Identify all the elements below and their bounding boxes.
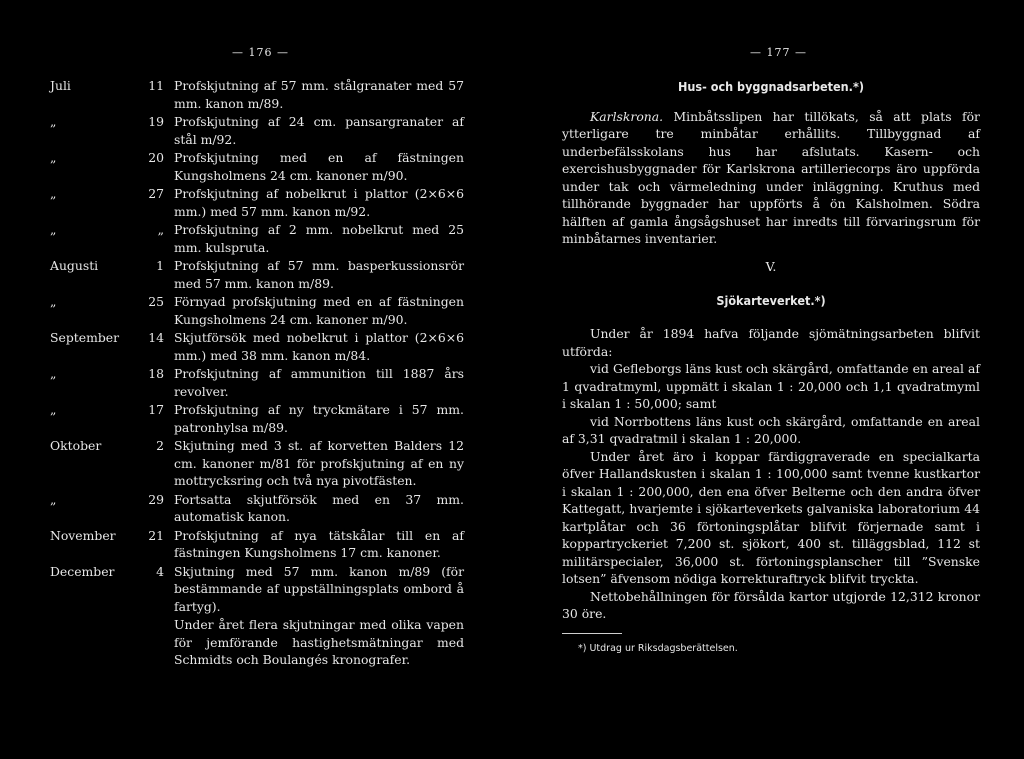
footnote-divider (562, 633, 622, 634)
entry-text: Profskjutning med en af fästningen Kungsholmens 24 cm. kanoner m/90. (174, 150, 464, 183)
entry-day: 14 (148, 330, 164, 345)
entry-month: November (50, 527, 116, 543)
entry-text: Profskjutning af 24 cm. pansargranater af stål m/92. (174, 114, 464, 147)
log-entry (0, 437, 512, 490)
entry-month: Oktober (50, 438, 102, 453)
log-entry (0, 149, 512, 184)
section-buildings (562, 78, 980, 248)
footnote: *) Utdrag ur Riksdagsberättelsen. (578, 642, 738, 654)
page-number-left: — 176 — (232, 46, 289, 59)
entry-day: 29 (148, 491, 164, 507)
entry-text: Skjutning med 3 st. af korvetten Balders 12 cm. kanoner m/81 för profskjutning af en ny mottrycksring och två nya pivotfästen. (174, 438, 464, 488)
entry-month: „ (50, 150, 57, 165)
entry-day: 4 (156, 563, 164, 579)
entry-text: Profskjutning af ammunition till 1887 års revolver. (174, 366, 464, 399)
entry-month: September (50, 330, 120, 345)
log-entry (0, 527, 512, 562)
entry-day: 25 (148, 294, 164, 309)
section-roman-numeral: V. (765, 259, 777, 274)
entry-month: December (50, 563, 115, 579)
section-heading-buildings: Hus- och byggnadsarbeten.*) (678, 79, 864, 94)
entry-text: Profskjutning af 2 mm. nobelkrut med 25 mm. kulspruta. (174, 222, 464, 255)
entry-month: „ (50, 114, 57, 129)
entry-text: Profskjutning af nobelkrut i plattor (2×6×6 mm.) med 57 mm. kanon m/92. (174, 186, 464, 219)
log-entry (0, 491, 512, 526)
entry-month: Augusti (50, 258, 99, 273)
log-entry (0, 401, 512, 436)
net-income-paragraph: Nettobehållningen för försålda kartor utgjorde 12,312 kronor 30 öre. (562, 588, 980, 621)
entry-month: „ (50, 491, 57, 507)
log-entry (0, 221, 512, 256)
entry-text: Profskjutning af ny tryckmätare i 57 mm. patronhylsa m/89. (174, 402, 464, 435)
log-entry (0, 185, 512, 220)
log-entry (0, 329, 512, 364)
survey-intro: Under år 1894 hafva följande sjömätningsarbeten blifvit utförda: (562, 326, 980, 359)
section-heading-chart-office: Sjökarteverket.*) (716, 292, 826, 308)
buildings-paragraph (562, 108, 980, 248)
entry-day: 20 (148, 150, 164, 165)
engraving-paragraph: Under året äro i koppar färdiggraverade en specialkarta öfver Hallandskusten i skalan 1 : 100,000 samt tvenne kustkartor i skalan 1 : 200,000, den ena öfver Belterne och den andra öfver Kattegatt, hvarjemte i sjökarteverkets galvaniska laboratorium 44 kartplåtar och 36 förtoningsplåtar blifvit förjernade samt i koppartryckeriet 7,200 st. sjökort, 400 st. tilläggsblad, 112 st militärspecialer, 36,000 st. förtoningsplanscher till ”Svenske lotsen” äfvensom nödiga korrekturaftryck blifvit tryckta. (562, 448, 980, 586)
entry-day: 17 (148, 402, 164, 417)
entry-day: „ (157, 222, 164, 237)
right-page (512, 0, 1024, 759)
entry-month: „ (50, 294, 57, 309)
entry-month: „ (50, 222, 57, 237)
entry-text: Förnyad profskjutning med en af fästningen Kungsholmens 24 cm. kanoner m/90. (174, 294, 464, 327)
log-entry (0, 365, 512, 400)
log-entry (0, 563, 512, 616)
entry-month: „ (50, 186, 57, 201)
place-name: Karlskrona. (590, 108, 664, 124)
log-entry (0, 293, 512, 328)
entry-month: „ (50, 366, 57, 381)
entry-day: 27 (148, 186, 164, 201)
log-entry (0, 257, 512, 292)
entry-text: Profskjutning af 57 mm. stålgranater med 57 mm. kanon m/89. (174, 78, 464, 111)
entry-text: Profskjutning af nya tätskålar till en af fästningen Kungsholmens 17 cm. kanoner. (174, 527, 464, 560)
survey-norrbotten: vid Norrbottens läns kust och skärgård, omfattande en areal af 3,31 qvadratmil i skalan 1 : 20,000. (562, 413, 980, 446)
test-firing-log (0, 77, 512, 669)
entry-day: 19 (148, 114, 164, 129)
entry-text: Fortsatta skjutförsök med en 37 mm. automatisk kanon. (174, 491, 464, 524)
page-number-right: — 177 — (750, 46, 807, 59)
section-chart-office (562, 258, 980, 657)
entry-day: 11 (148, 78, 164, 93)
log-entry (0, 113, 512, 148)
entry-month: „ (50, 402, 57, 417)
survey-gefleborg: vid Gefleborgs läns kust och skärgård, omfattande en areal af 1 qvadratmyml, uppmätt i skalan 1 : 20,000 och 1,1 qvadratmyml i skalan 1 : 50,000; samt (562, 361, 980, 411)
entry-day: 2 (156, 438, 164, 453)
log-entry (0, 77, 512, 112)
entry-day: 1 (156, 258, 164, 273)
entry-day: 18 (148, 366, 164, 381)
closing-paragraph: Under året flera skjutningar med olika vapen för jemförande hastighetsmätningar med Schmidts och Boulangés kronografer. (174, 617, 464, 667)
entry-month: Juli (50, 78, 71, 93)
entry-text: Profskjutning af 57 mm. basperkussionsrör med 57 mm. kanon m/89. (174, 258, 464, 291)
buildings-text: Minbåtsslipen har tillökats, så att plats för ytterligare tre minbåtar erhållits. Tillbyggnad af underbefälsskolans hus har afslutats. Kasern- och exercishusbyggnader för Karlskrona artilleriecorps äro uppförda under tak och värmeledning under inläggning. Kruthus med tillhörande byggnader har uppförts å ön Kalsholmen. Södra hälften af gamla ångsågshuset har inredts till förvaringsrum för minbåtarnes inventarier. (562, 108, 980, 246)
entry-day: 21 (148, 527, 164, 543)
entry-text: Skjutning med 57 mm. kanon m/89 (för bestämmande af uppställningsplats ombord å fartyg). (174, 563, 464, 614)
entry-text: Skjutförsök med nobelkrut i plattor (2×6×6 mm.) med 38 mm. kanon m/84. (174, 330, 464, 363)
